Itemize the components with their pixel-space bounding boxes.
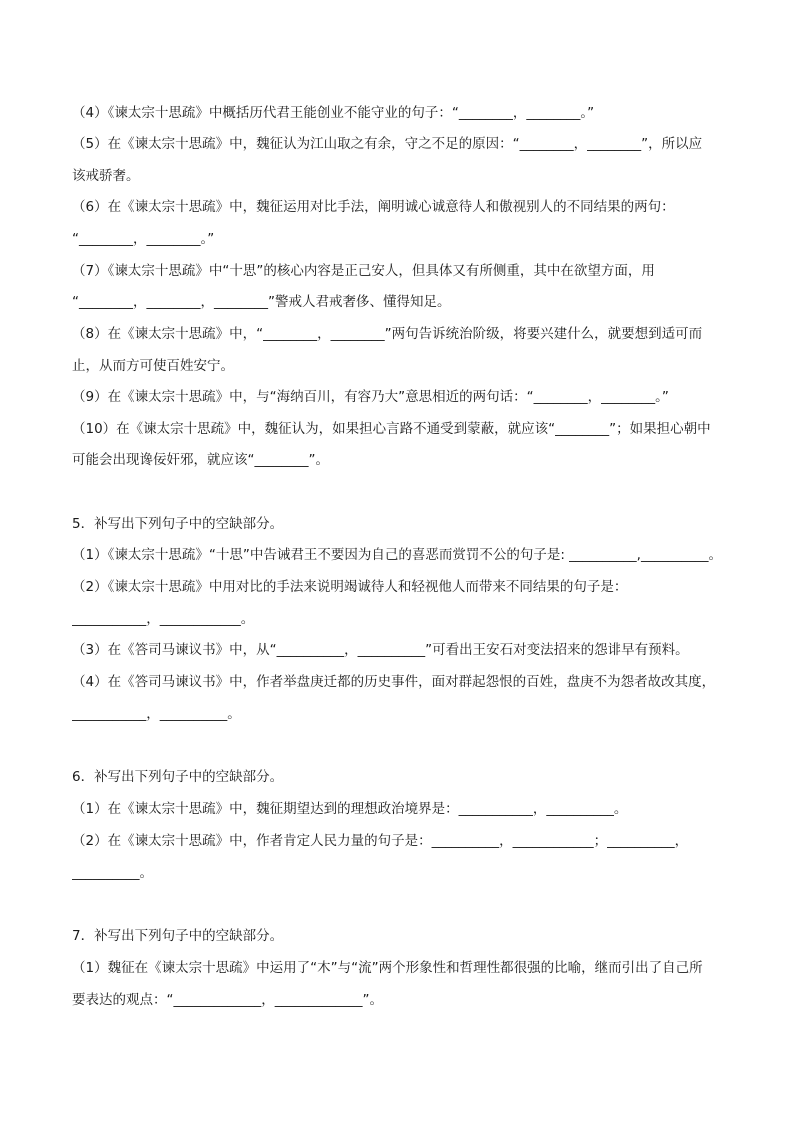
q6-sub1-line: （1）在《谏太宗十思疏》中，魏征期望达到的理想政治境界是：___________，__________。 xyxy=(72,801,628,817)
q7-sub1-line1: （1）魏征在《谏太宗十思疏》中运用了“木”与“流”两个形象性和哲理性都很强的比喻，继而引出了自己所 xyxy=(72,960,703,976)
q5-sub4-line1: （4）在《答司马谏议书》中，作者举盘庚迁都的历史事件，面对群起怨恨的百姓，盘庚不为怨者故改其度， xyxy=(72,674,716,690)
q6-sub2-line2: __________。 xyxy=(72,865,153,881)
q6-sub2-line1: （2）在《谏太宗十思疏》中，作者肯定人民力量的句子是：__________，____________；__________， xyxy=(72,833,689,849)
q5-sub1-line: （1）《谏太宗十思疏》“十思”中告诫君王不要因为自己的喜恶而赏罚不公的句子是: __________,__________。 xyxy=(72,547,722,563)
q4-sub8-line2: 止，从而方可使百姓安宁。 xyxy=(72,358,234,374)
q4-sub7-line2: “________，________，________”警戒人君戒奢侈、懂得知足。 xyxy=(72,294,451,310)
q4-sub7-line1: （7）《谏太宗十思疏》中“十思”的核心内容是正己安人，但具体又有所侧重，其中在欲望方面，用 xyxy=(72,263,655,279)
q5-sub2-line2: ___________，____________。 xyxy=(72,611,255,627)
question-7-heading: 7．补写出下列句子中的空缺部分。 xyxy=(72,928,284,944)
q5-sub3-line: （3）在《答司马谏议书》中，从“__________，__________”可看出王安石对变法招来的怨诽早有预料。 xyxy=(72,642,689,658)
q4-sub10-line2: 可能会出现谗佞奸邪，就应该“________”。 xyxy=(72,452,329,468)
q4-sub5-line1: （5）在《谏太宗十思疏》中，魏征认为江山取之有余，守之不足的原因：“________，________”，所以应 xyxy=(72,136,703,152)
q4-sub10-line1: （10）在《谏太宗十思疏》中，魏征认为，如果担心言路不通受到蒙蔽，就应该“________”；如果担心朝中 xyxy=(72,421,711,437)
q7-sub1-line2: 要表达的观点：“_____________，_____________”。 xyxy=(72,992,383,1008)
q5-sub2-line1: （2）《谏太宗十思疏》中用对比的手法来说明竭诚待人和轻视他人而带来不同结果的句子是： xyxy=(72,579,628,595)
question-5-heading: 5．补写出下列句子中的空缺部分。 xyxy=(72,516,284,532)
q4-sub5-line2: 该戒骄奢。 xyxy=(72,168,140,184)
q4-sub6-line2: “________，________。” xyxy=(72,231,215,247)
q4-sub6-line1: （6）在《谏太宗十思疏》中，魏征运用对比手法，阐明诚心诚意待人和傲视别人的不同结果的两句： xyxy=(72,199,675,215)
q4-sub9-line: （9）在《谏太宗十思疏》中，与“海纳百川，有容乃大”意思相近的两句话：“________，________。” xyxy=(72,389,669,405)
q5-sub4-line2: ___________，__________。 xyxy=(72,706,241,722)
question-6-heading: 6．补写出下列句子中的空缺部分。 xyxy=(72,769,284,785)
q4-sub8-line1: （8）在《谏太宗十思疏》中，“________，________”两句告诉统治阶级，将要兴建什么，就要想到适可而 xyxy=(72,326,703,342)
q4-sub4-line: （4）《谏太宗十思疏》中概括历代君王能创业不能守业的句子：“________，________。” xyxy=(72,105,595,121)
